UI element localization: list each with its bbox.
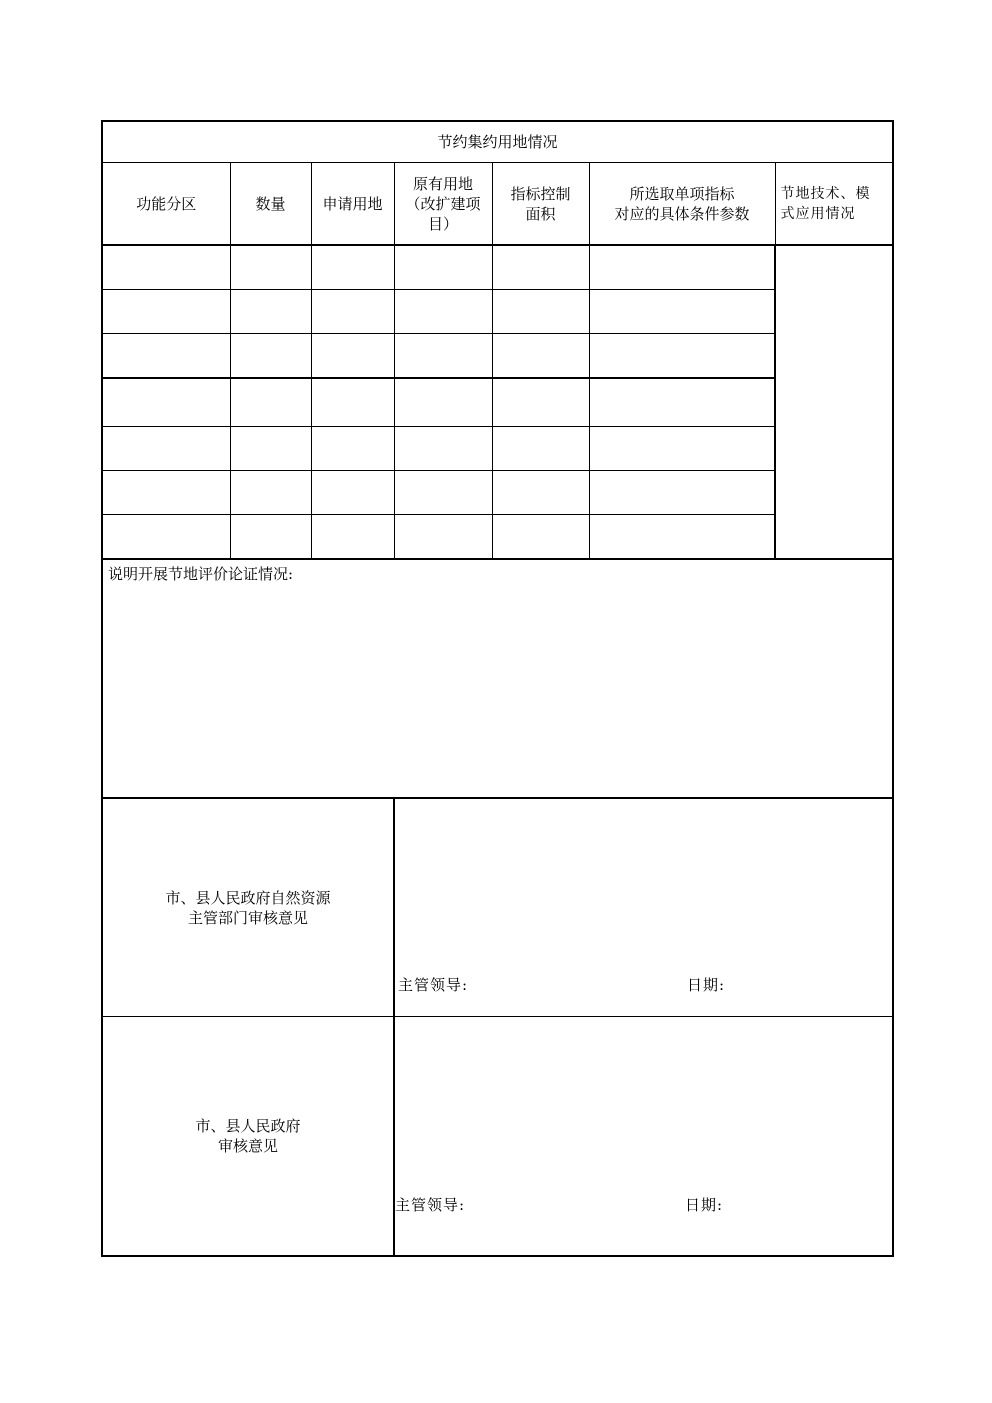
header-tech-line2: 式应用情况 <box>780 205 856 222</box>
cell-index-area[interactable] <box>492 334 589 379</box>
cell-zone[interactable] <box>102 245 230 290</box>
review2-date-label: 日期: <box>685 1196 724 1214</box>
cell-tech-application[interactable] <box>775 245 893 559</box>
cell-zone[interactable] <box>102 515 230 560</box>
header-params-line1: 所选取单项指标 <box>629 184 735 203</box>
cell-quantity[interactable] <box>230 378 311 427</box>
cell-index-area[interactable] <box>492 378 589 427</box>
cell-existing-land[interactable] <box>394 471 492 515</box>
header-index-area-line1: 指标控制 <box>510 184 571 203</box>
cell-existing-land[interactable] <box>394 290 492 334</box>
header-existing-land-line1: 原有用地 <box>412 174 473 193</box>
cell-zone[interactable] <box>102 378 230 427</box>
cell-apply-land[interactable] <box>311 245 394 290</box>
header-apply-land: 申请用地 <box>311 163 394 246</box>
review2-label-line2: 审核意见 <box>217 1137 278 1155</box>
review1-opinion-field[interactable] <box>394 798 893 1017</box>
header-quantity: 数量 <box>230 163 311 246</box>
cell-zone[interactable] <box>102 290 230 334</box>
review1-label-line1: 市、县人民政府自然资源 <box>165 888 331 907</box>
cell-params[interactable] <box>589 515 775 560</box>
notes-label: 说明开展节地评价论证情况: <box>108 565 294 583</box>
cell-quantity[interactable] <box>230 427 311 471</box>
header-params-line2: 对应的具体条件参数 <box>614 204 750 223</box>
cell-quantity[interactable] <box>230 334 311 379</box>
cell-params[interactable] <box>589 334 775 379</box>
cell-apply-land[interactable] <box>311 427 394 471</box>
review2-label <box>102 1017 394 1257</box>
cell-zone[interactable] <box>102 334 230 379</box>
cell-apply-land[interactable] <box>311 334 394 379</box>
review1-label-line2: 主管部门审核意见 <box>187 908 308 927</box>
cell-zone[interactable] <box>102 427 230 471</box>
review1-leader-label: 主管领导: <box>398 976 469 994</box>
header-zone: 功能分区 <box>102 163 230 246</box>
cell-index-area[interactable] <box>492 427 589 471</box>
cell-quantity[interactable] <box>230 515 311 560</box>
header-tech <box>775 163 893 246</box>
cell-params[interactable] <box>589 290 775 334</box>
review2-leader-label: 主管领导: <box>395 1196 466 1214</box>
cell-apply-land[interactable] <box>311 290 394 334</box>
cell-zone[interactable] <box>102 471 230 515</box>
cell-quantity[interactable] <box>230 245 311 290</box>
cell-quantity[interactable] <box>230 471 311 515</box>
notes-field[interactable] <box>102 559 893 798</box>
cell-index-area[interactable] <box>492 290 589 334</box>
cell-existing-land[interactable] <box>394 378 492 427</box>
cell-apply-land[interactable] <box>311 471 394 515</box>
review2-opinion-field[interactable] <box>394 1017 893 1257</box>
cell-existing-land[interactable] <box>394 427 492 471</box>
cell-params[interactable] <box>589 471 775 515</box>
review2-label-line1: 市、县人民政府 <box>195 1117 301 1135</box>
header-index-area-line2: 面积 <box>525 204 556 223</box>
cell-params[interactable] <box>589 427 775 471</box>
cell-existing-land[interactable] <box>394 245 492 290</box>
cell-params[interactable] <box>589 245 775 290</box>
cell-quantity[interactable] <box>230 290 311 334</box>
cell-apply-land[interactable] <box>311 378 394 427</box>
header-params <box>589 163 775 246</box>
cell-apply-land[interactable] <box>311 515 394 560</box>
review1-date-label: 日期: <box>687 976 726 994</box>
form-title: 节约集约用地情况 <box>102 121 893 163</box>
header-tech-line1: 节地技术、模 <box>780 185 871 202</box>
header-existing-land-line3: 目） <box>427 214 458 233</box>
cell-index-area[interactable] <box>492 515 589 560</box>
review1-label <box>102 798 394 1017</box>
cell-params[interactable] <box>589 378 775 427</box>
cell-existing-land[interactable] <box>394 334 492 379</box>
header-index-area <box>492 163 589 246</box>
cell-index-area[interactable] <box>492 471 589 515</box>
cell-index-area[interactable] <box>492 245 589 290</box>
header-existing-land <box>394 163 492 246</box>
cell-existing-land[interactable] <box>394 515 492 560</box>
land-use-form-table <box>101 120 894 1257</box>
header-existing-land-line2: （改扩建项 <box>405 194 481 213</box>
